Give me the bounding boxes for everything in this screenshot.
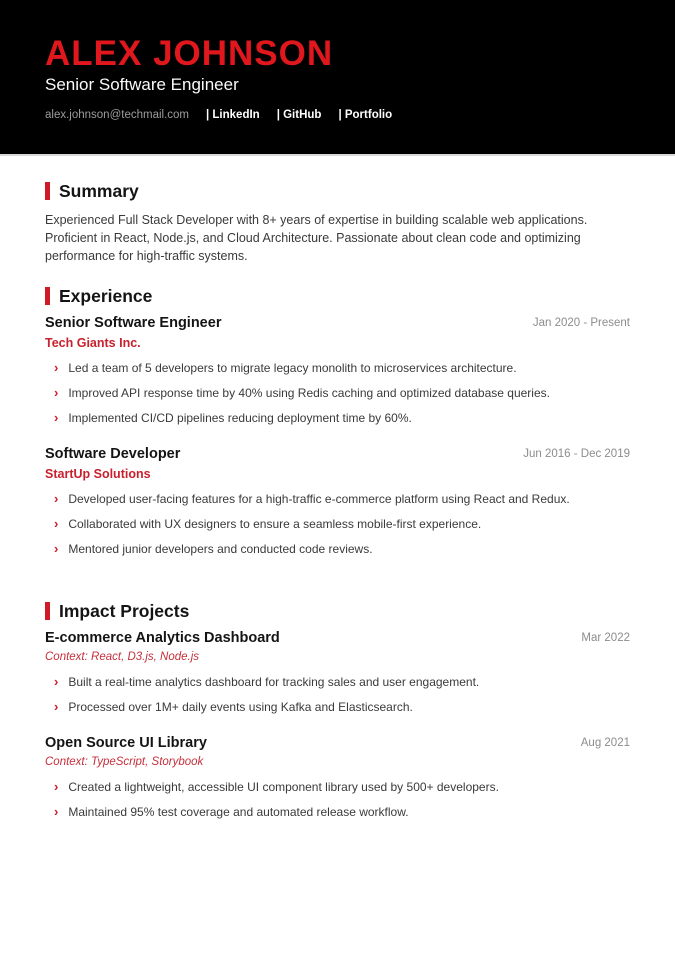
contact-bar [45, 109, 630, 121]
job-company: Tech Giants Inc. [45, 336, 141, 350]
bullet-item [45, 361, 630, 375]
project-entry [45, 630, 630, 714]
chevron-bullet-icon: › [54, 360, 59, 375]
job-title: Senior Software Engineer [45, 315, 222, 331]
experience-section [45, 286, 630, 556]
project-header-row [45, 735, 630, 752]
bullet-text: Created a lightweight, accessible UI component library used by 500+ developers. [68, 780, 499, 794]
portfolio-link[interactable]: | Portfolio [338, 108, 393, 121]
bullet-text: Maintained 95% test coverage and automated release workflow. [68, 805, 409, 819]
bullet-text: Implemented CI/CD pipelines reducing deployment time by 60%. [68, 411, 412, 425]
bullet-list [45, 492, 630, 556]
chevron-bullet-icon: › [54, 410, 59, 425]
project-title: Open Source UI Library [45, 735, 207, 751]
bullet-item [45, 386, 630, 400]
summary-section [45, 181, 630, 265]
job-entry [45, 315, 630, 425]
experience-heading [45, 286, 630, 306]
bullet-item [45, 780, 630, 794]
candidate-title: Senior Software Engineer [45, 74, 239, 94]
projects-section [45, 601, 630, 819]
projects-heading [45, 601, 630, 621]
bullet-text: Improved API response time by 40% using Redis caching and optimized database queries. [68, 386, 550, 400]
section-heading-text: Experience [59, 286, 153, 306]
candidate-name: ALEX JOHNSON [45, 34, 334, 73]
bullet-item [45, 675, 630, 689]
bullet-text: Led a team of 5 developers to migrate legacy monolith to microservices architecture. [68, 361, 517, 375]
chevron-bullet-icon: › [54, 385, 59, 400]
bullet-list [45, 675, 630, 714]
project-context: Context: React, D3.js, Node.js [45, 651, 200, 663]
chevron-bullet-icon: › [54, 804, 59, 819]
job-title: Software Developer [45, 446, 181, 462]
bullet-text: Processed over 1M+ daily events using Kafka and Elasticsearch. [68, 700, 413, 714]
project-context: Context: TypeScript, Storybook [45, 756, 204, 768]
linkedin-link[interactable]: | LinkedIn [206, 108, 260, 121]
summary-paragraph: Experienced Full Stack Developer with 8+ years of expertise in building scalable web applications. Proficient in React, Node.js, and Cloud Architecture. Passionate about clean code and optimizing performance for high-traffic systems. [45, 213, 588, 263]
resume-body [0, 181, 675, 819]
job-dates: Jan 2020 - Present [532, 317, 630, 329]
bullet-item [45, 700, 630, 714]
job-header-row [45, 446, 630, 463]
chevron-bullet-icon: › [54, 779, 59, 794]
job-entry [45, 446, 630, 556]
chevron-bullet-icon: › [54, 699, 59, 714]
bullet-text: Built a real-time analytics dashboard for tracking sales and user engagement. [68, 675, 480, 689]
section-accent-bar [45, 182, 50, 200]
job-company: StartUp Solutions [45, 467, 151, 481]
chevron-bullet-icon: › [54, 674, 59, 689]
project-entry [45, 735, 630, 819]
bullet-text: Mentored junior developers and conducted code reviews. [68, 542, 373, 556]
email-text: alex.johnson@techmail.com [45, 108, 189, 121]
resume-header [0, 0, 675, 156]
bullet-item [45, 542, 630, 556]
github-link[interactable]: | GitHub [276, 108, 322, 121]
section-accent-bar [45, 602, 50, 620]
chevron-bullet-icon: › [54, 516, 59, 531]
chevron-bullet-icon: › [54, 491, 59, 506]
bullet-item [45, 517, 630, 531]
bullet-list [45, 780, 630, 819]
project-date: Mar 2022 [581, 632, 630, 644]
summary-heading [45, 181, 630, 201]
bullet-item [45, 411, 630, 425]
chevron-bullet-icon: › [54, 541, 59, 556]
section-heading-text: Summary [59, 181, 139, 201]
job-dates: Jun 2016 - Dec 2019 [523, 448, 630, 460]
bullet-item [45, 805, 630, 819]
bullet-text: Collaborated with UX designers to ensure a seamless mobile-first experience. [68, 517, 482, 531]
project-title: E-commerce Analytics Dashboard [45, 630, 280, 646]
bullet-item [45, 492, 630, 506]
project-date: Aug 2021 [580, 737, 630, 749]
bullet-text: Developed user-facing features for a high-traffic e-commerce platform using React and Redux. [68, 492, 570, 506]
project-header-row [45, 630, 630, 647]
bullet-list [45, 361, 630, 425]
section-heading-text: Impact Projects [59, 601, 190, 621]
section-accent-bar [45, 287, 50, 305]
job-header-row [45, 315, 630, 332]
